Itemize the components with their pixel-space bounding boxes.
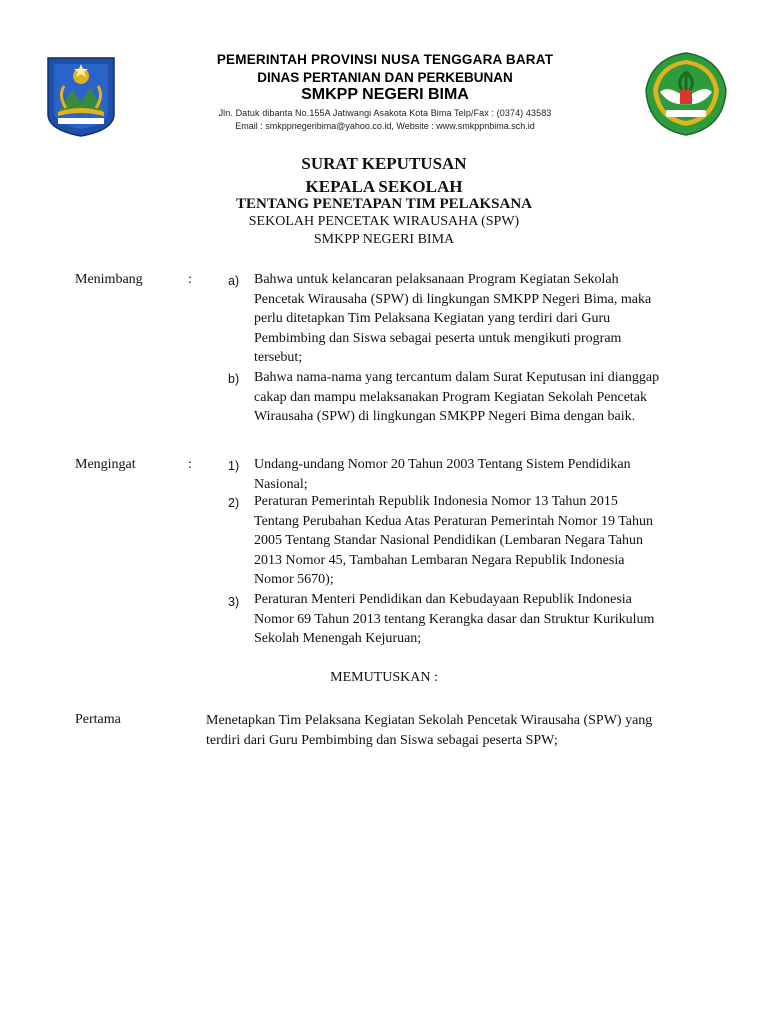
menimbang-marker-b: b) bbox=[228, 372, 240, 386]
text-line: Bahwa nama-nama yang tercantum dalam Surat Keputusan ini dianggap bbox=[254, 370, 660, 385]
mengingat-item-2 bbox=[254, 492, 704, 590]
decree-school: SMKPP NEGERI BIMA bbox=[313, 232, 455, 247]
menimbang-item-a bbox=[254, 270, 704, 368]
mengingat-marker-1: 1) bbox=[228, 459, 240, 473]
text-line: Pembimbing dan Siswa sebagai peserta untuk mengikuti program bbox=[254, 330, 622, 346]
text-line: Undang-undang Nomor 20 Tahun 2003 Tentang Sistem Pendidikan bbox=[254, 457, 631, 472]
letterhead-address: Jln. Datuk dibanta No.155A Jatiwangi Asakota Kota Bima Telp/Fax : (0374) 43583 bbox=[218, 108, 552, 118]
letterhead-department: DINAS PERTANIAN DAN PERKEBUNAN bbox=[257, 70, 513, 85]
menimbang-marker-a: a) bbox=[228, 274, 240, 288]
decree-program: SEKOLAH PENCETAK WIRAUSAHA (SPW) bbox=[248, 214, 520, 229]
pertama-label: Pertama bbox=[75, 712, 121, 727]
mengingat-colon: : bbox=[188, 457, 192, 472]
text-line: Nomor 69 Tahun 2013 tentang Kerangka dasar dan Struktur Kurikulum bbox=[254, 611, 655, 627]
text-line: Peraturan Pemerintah Republik Indonesia Nomor 13 Tahun 2015 bbox=[254, 494, 618, 509]
text-line: terdiri dari Guru Pembimbing dan Siswa sebagai peserta SPW; bbox=[206, 733, 558, 748]
mengingat-marker-3: 3) bbox=[228, 595, 240, 609]
decree-issuer: KEPALA SEKOLAH bbox=[305, 177, 463, 196]
text-line: cakap dan mampu melaksanakan Program Kegiatan Sekolah Pencetak bbox=[254, 389, 648, 405]
letterhead-school: SMKPP NEGERI BIMA bbox=[301, 86, 469, 103]
province-emblem-icon bbox=[44, 54, 118, 138]
text-line: Tentang Perubahan Kedua Atas Peraturan Pemerintah Nomor 19 Tahun bbox=[254, 513, 654, 529]
letterhead-contact: Email : smkppnegeribima@yahoo.co.id, Website : www.smkppnbima.sch.id bbox=[235, 121, 535, 131]
mengingat-marker-2: 2) bbox=[228, 496, 240, 510]
text-line: Wirausaha (SPW) di lingkungan SMKPP Negeri Bima dengan baik. bbox=[254, 409, 636, 424]
menimbang-colon: : bbox=[188, 272, 192, 287]
text-line: Bahwa untuk kelancaran pelaksanaan Program Kegiatan Sekolah bbox=[254, 272, 619, 287]
text-line: Menetapkan Tim Pelaksana Kegiatan Sekolah Pencetak Wirausaha (SPW) yang bbox=[206, 713, 653, 728]
letterhead-government: PEMERINTAH PROVINSI NUSA TENGGARA BARAT bbox=[216, 52, 554, 67]
menimbang-item-b bbox=[254, 368, 704, 427]
decree-subject: TENTANG PENETAPAN TIM PELAKSANA bbox=[235, 196, 532, 212]
text-line: 2013 Nomor 45, Tambahan Lembaran Negara Republik Indonesia bbox=[254, 552, 625, 568]
text-line: Pencetak Wirausaha (SPW) di lingkungan SMKPP Negeri Bima, maka bbox=[254, 291, 652, 307]
text-line: Nomor 5670); bbox=[254, 572, 334, 587]
mengingat-item-1 bbox=[254, 455, 704, 494]
letterhead bbox=[0, 0, 768, 140]
text-line: Sekolah Menengah Kejuruan; bbox=[254, 631, 422, 646]
mengingat-item-3 bbox=[254, 590, 704, 649]
memutuskan-heading: MEMUTUSKAN : bbox=[330, 670, 438, 685]
text-line: 2005 Tentang Standar Nasional Pendidikan (Lembaran Negara Tahun bbox=[254, 533, 644, 548]
text-line: Nasional; bbox=[254, 476, 308, 492]
decree-title: SURAT KEPUTUSAN bbox=[301, 154, 467, 173]
school-emblem-icon bbox=[642, 50, 730, 138]
pertama-text bbox=[206, 711, 708, 751]
text-line: Peraturan Menteri Pendidikan dan Kebudayaan Republik Indonesia bbox=[254, 592, 632, 607]
text-line: perlu ditetapkan Tim Pelaksana Kegiatan yang terdiri dari Guru bbox=[254, 311, 611, 326]
mengingat-label: Mengingat bbox=[75, 457, 136, 472]
text-line: tersebut; bbox=[254, 350, 303, 365]
menimbang-label: Menimbang bbox=[75, 272, 143, 287]
